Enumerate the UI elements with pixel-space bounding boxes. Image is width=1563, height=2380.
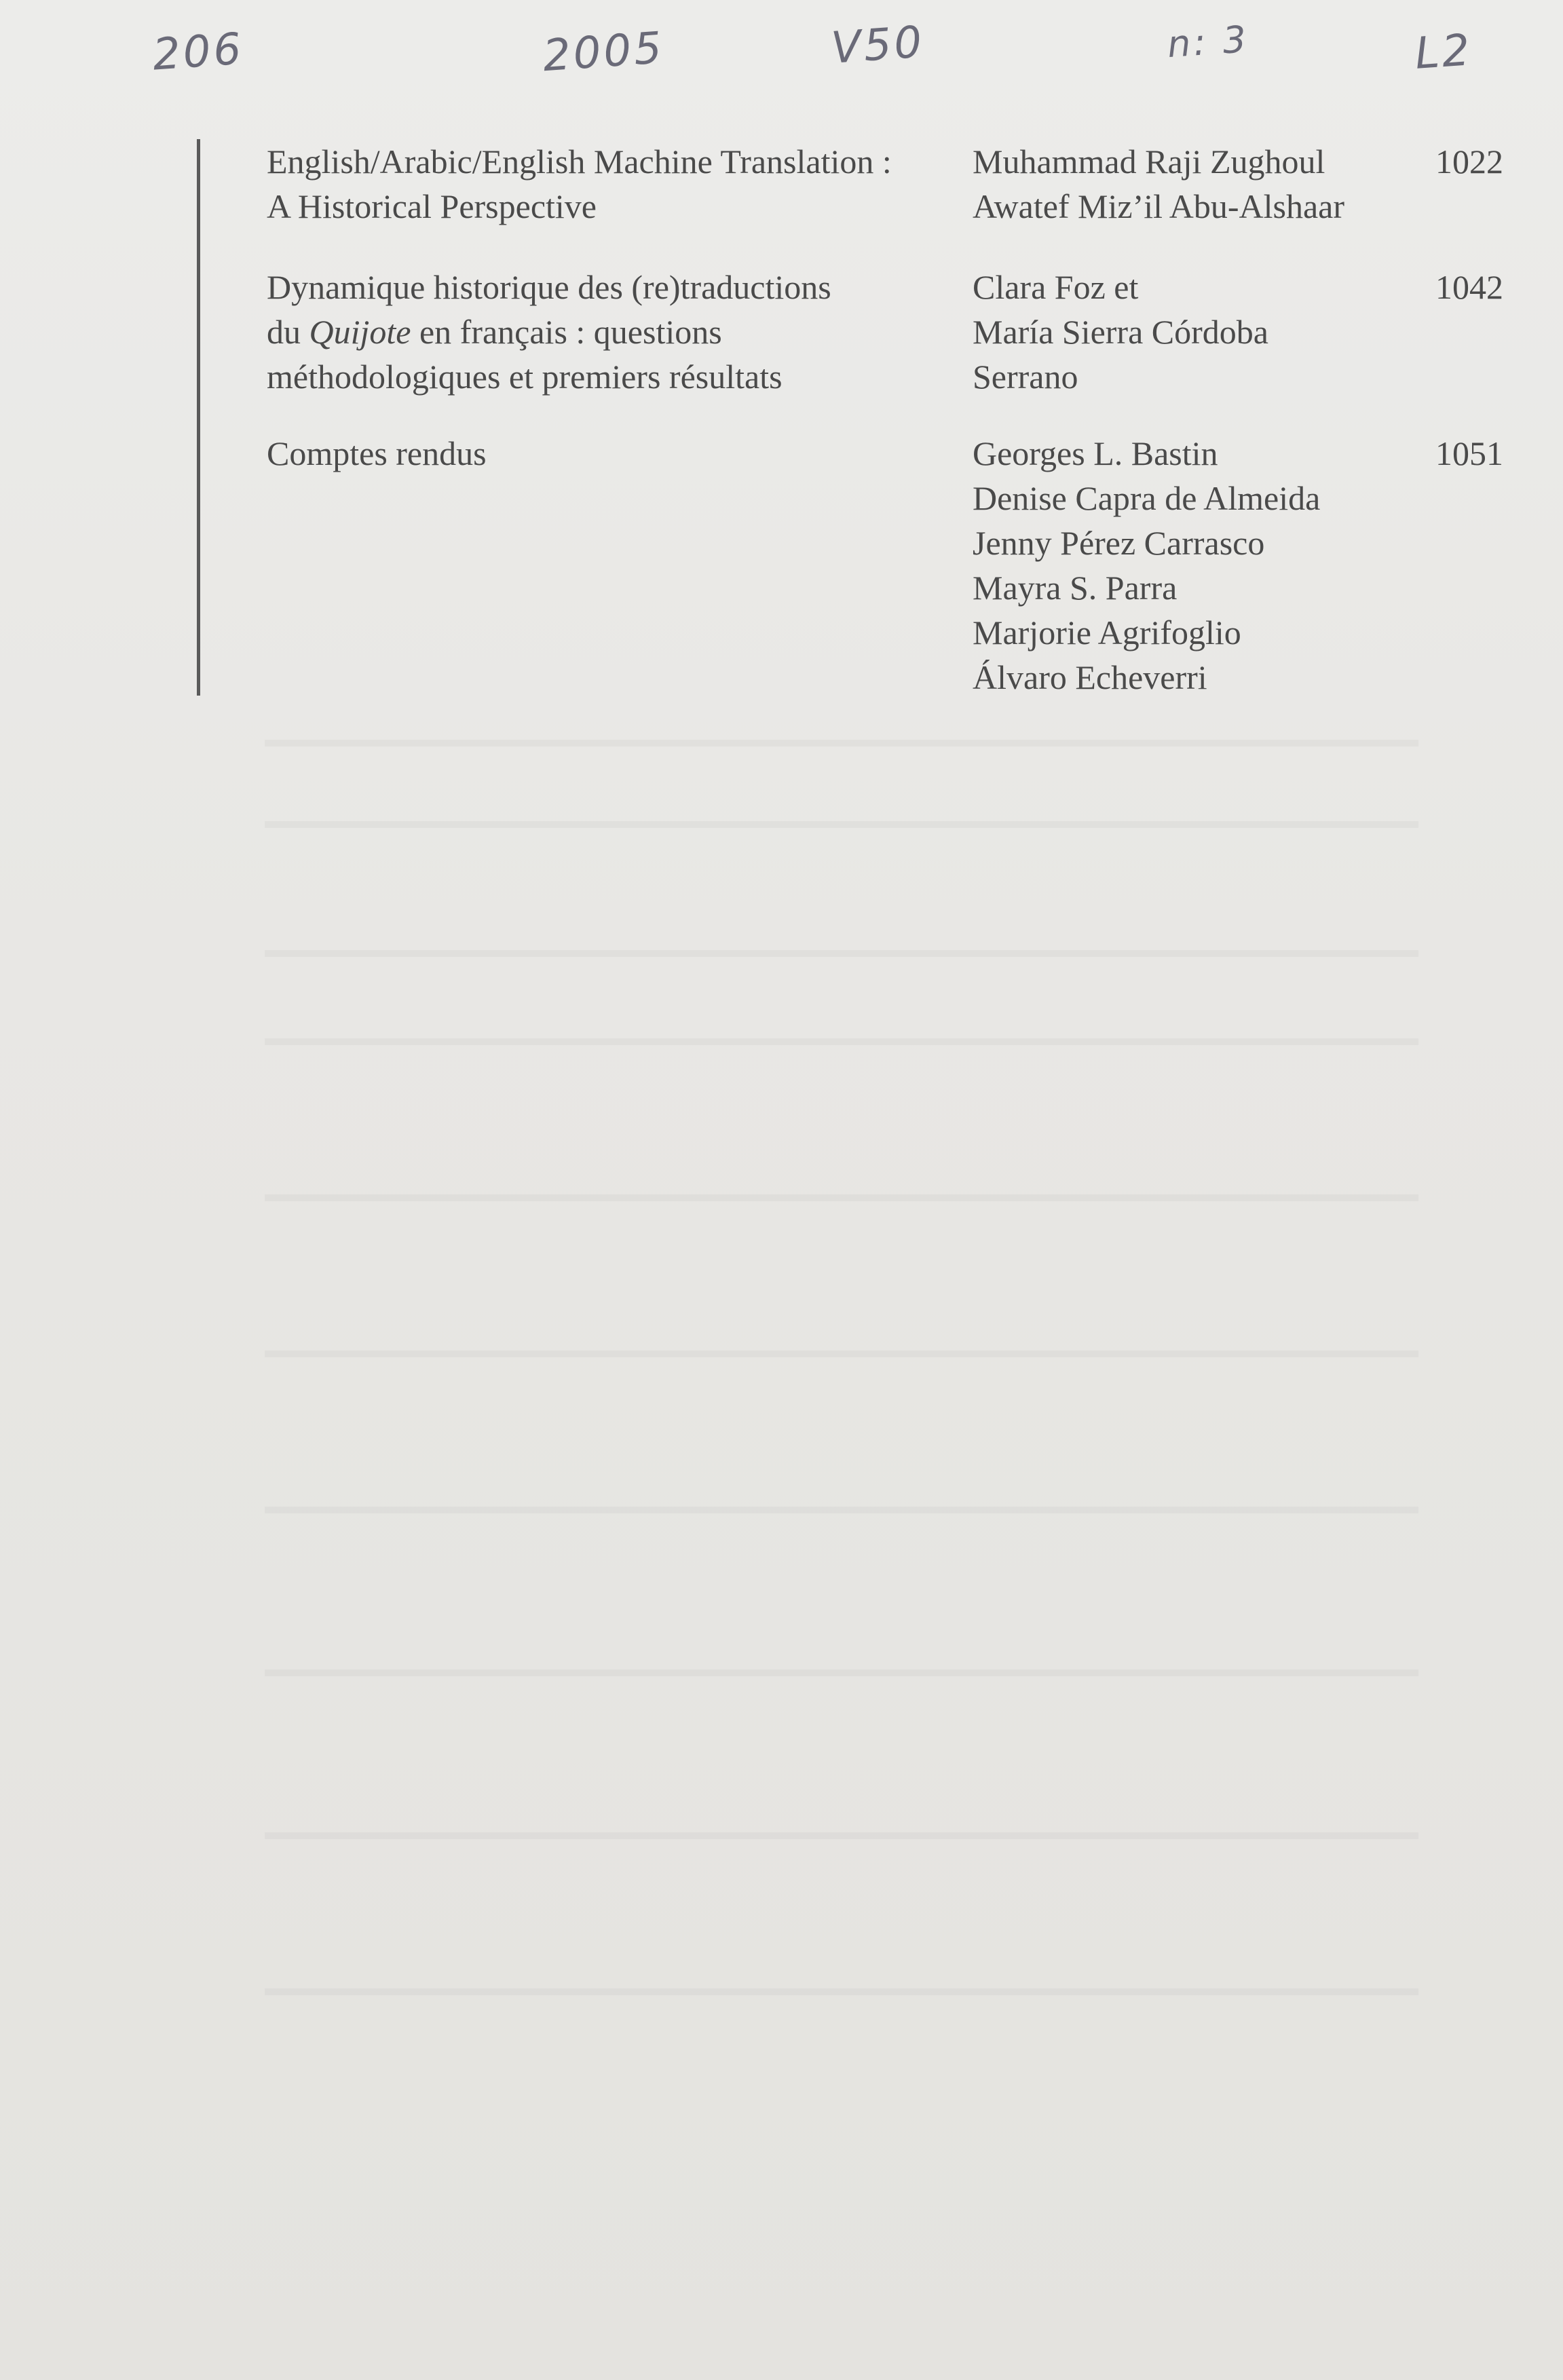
author-name: Awatef Miz’il Abu-Alshaar <box>973 187 1345 225</box>
author-name: Muhammad Raji Zughoul <box>973 143 1325 181</box>
table-of-contents <box>197 139 1503 696</box>
author-name: Clara Foz et <box>973 268 1139 306</box>
handwritten-note: 2005 <box>541 22 666 82</box>
author-name: Denise Capra de Almeida <box>973 479 1321 517</box>
bleed-through-line <box>265 740 1418 747</box>
bleed-through-line <box>265 821 1418 828</box>
bleed-through-line <box>265 1988 1418 1995</box>
handwritten-note: V50 <box>829 17 926 74</box>
author-name: Serrano <box>973 358 1078 396</box>
title-line <box>267 309 945 354</box>
title-line: A Historical Perspective <box>267 187 597 225</box>
title-fragment: en français : questions <box>411 313 722 351</box>
author-name: María Sierra Córdoba <box>973 313 1268 351</box>
toc-page-number: 1022 <box>1435 143 1503 181</box>
bleed-through-line <box>265 1194 1418 1201</box>
toc-entry-title <box>267 431 945 476</box>
author-name: Marjorie Agrifoglio <box>973 613 1241 651</box>
handwritten-note: L2 <box>1413 25 1474 79</box>
toc-entry-authors <box>973 265 1414 399</box>
bleed-through-line <box>265 1832 1418 1839</box>
title-line: méthodologiques et premiers résultats <box>267 358 783 396</box>
toc-page-number: 1051 <box>1435 434 1503 472</box>
bleed-through-line <box>265 1350 1418 1357</box>
title-fragment: du <box>267 313 309 351</box>
handwritten-note: n: 3 <box>1165 17 1251 67</box>
author-name: Mayra S. Parra <box>973 569 1178 607</box>
title-italic-fragment: Quijote <box>309 313 411 351</box>
author-name: Georges L. Bastin <box>973 434 1218 472</box>
toc-entry-authors <box>973 139 1414 229</box>
bleed-through-line <box>265 1507 1418 1513</box>
toc-entry-title <box>267 139 945 229</box>
bleed-through-line <box>265 1038 1418 1045</box>
toc-page-number: 1042 <box>1435 268 1503 306</box>
toc-entry-authors <box>973 431 1414 700</box>
title-line: English/Arabic/English Machine Translation : <box>267 143 892 181</box>
bleed-through-line <box>265 950 1418 957</box>
author-name: Álvaro Echeverri <box>973 658 1207 696</box>
author-name: Jenny Pérez Carrasco <box>973 524 1265 562</box>
title-line: Comptes rendus <box>267 434 487 472</box>
toc-entry-title <box>267 265 945 399</box>
bleed-through-line <box>265 1669 1418 1676</box>
handwritten-note: 206 <box>151 24 246 81</box>
title-line: Dynamique historique des (re)traductions <box>267 268 831 306</box>
handwritten-annotations <box>0 0 1563 109</box>
